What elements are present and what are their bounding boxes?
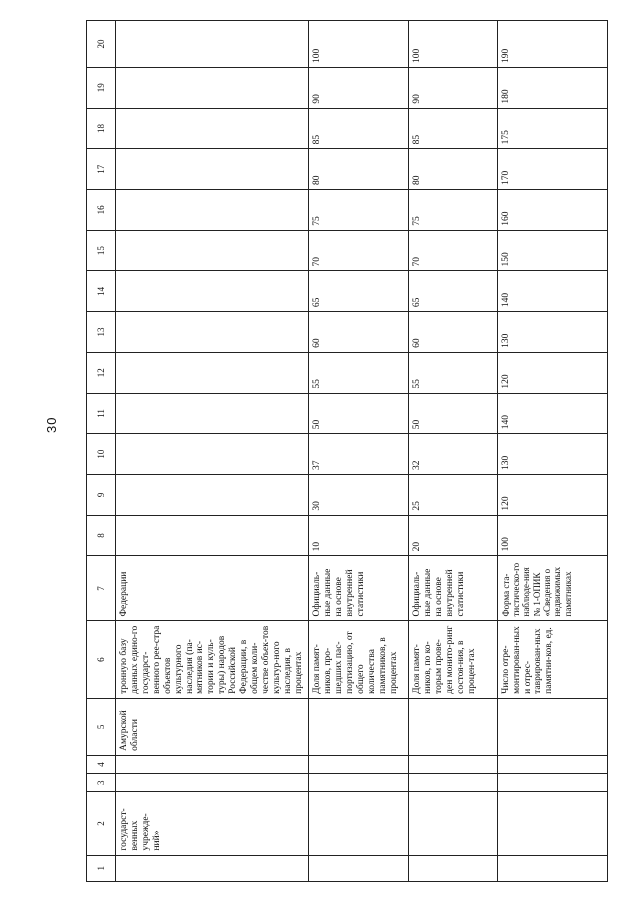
table-row <box>309 21 409 882</box>
table-cell: 175 <box>497 108 607 149</box>
table-row <box>497 21 607 882</box>
column-header: 20 <box>87 21 116 68</box>
table-cell: 140 <box>497 271 607 312</box>
table-cell <box>309 855 409 881</box>
table-cell: 100 <box>309 21 409 68</box>
table-cell: 120 <box>497 352 607 393</box>
table-cell <box>116 434 309 475</box>
table-cell: 190 <box>497 21 607 68</box>
table-cell <box>116 515 309 556</box>
table-cell: 130 <box>497 312 607 353</box>
table-cell <box>309 792 409 855</box>
table-cell: государст-венных учрежде-ний» <box>116 792 309 855</box>
column-header: 17 <box>87 149 116 190</box>
header-row <box>87 21 116 882</box>
column-header: 15 <box>87 230 116 271</box>
table-cell <box>116 774 309 792</box>
table-cell <box>116 755 309 773</box>
table-cell <box>116 474 309 515</box>
table-cell: Официаль-ные данные на основе внутренней статистики <box>309 556 409 621</box>
column-header: 6 <box>87 621 116 698</box>
table-cell: 50 <box>309 393 409 434</box>
table-cell: 30 <box>309 474 409 515</box>
table-cell: 55 <box>409 352 497 393</box>
column-header: 7 <box>87 556 116 621</box>
table-cell <box>116 108 309 149</box>
table-cell <box>116 149 309 190</box>
table-cell <box>116 393 309 434</box>
table-cell: 37 <box>309 434 409 475</box>
table-cell: Число отре-монтирован-ных и отрес-таврирован-ных памятни-ков, ед. <box>497 621 607 698</box>
column-header: 16 <box>87 190 116 231</box>
table-cell: 85 <box>309 108 409 149</box>
table-cell: 20 <box>409 515 497 556</box>
table-cell: 65 <box>409 271 497 312</box>
table-cell: 70 <box>409 230 497 271</box>
table-cell <box>116 352 309 393</box>
table-cell <box>116 67 309 108</box>
table-cell: Доля памят-ников, про-шедших пас-портизацию, от общего количества памятников, в процентах <box>309 621 409 698</box>
table-cell: 32 <box>409 434 497 475</box>
column-header: 13 <box>87 312 116 353</box>
table-cell: 140 <box>497 393 607 434</box>
table-cell: Официаль-ные данные на основе внутренней статистики <box>409 556 497 621</box>
column-header: 5 <box>87 698 116 755</box>
table-cell: 25 <box>409 474 497 515</box>
rotated-table-container <box>86 20 608 882</box>
table-cell <box>409 855 497 881</box>
table-row <box>116 21 309 882</box>
table-cell <box>409 755 497 773</box>
column-header: 14 <box>87 271 116 312</box>
table-cell: 160 <box>497 190 607 231</box>
column-header: 8 <box>87 515 116 556</box>
table-cell: Форма ста-тистическо-го наблюде-ния № 1-ОПИК «Сведения о недвижимых памятниках <box>497 556 607 621</box>
table-cell <box>116 21 309 68</box>
table-cell: 130 <box>497 434 607 475</box>
column-header: 2 <box>87 792 116 855</box>
table-cell <box>116 190 309 231</box>
table-cell <box>116 230 309 271</box>
table-cell <box>116 271 309 312</box>
column-header: 10 <box>87 434 116 475</box>
table-cell <box>116 855 309 881</box>
column-header: 12 <box>87 352 116 393</box>
table-cell: 90 <box>309 67 409 108</box>
table-cell: Доля памят-ников, по ко-торым прове-ден монито-ринг состоя-ния, в процен-тах <box>409 621 497 698</box>
table-cell: 85 <box>409 108 497 149</box>
table-cell: 75 <box>309 190 409 231</box>
table-cell: 65 <box>309 271 409 312</box>
table-cell: 55 <box>309 352 409 393</box>
table-cell: 60 <box>409 312 497 353</box>
page-number: 30 <box>44 416 59 433</box>
table-cell <box>497 792 607 855</box>
table-cell <box>409 774 497 792</box>
column-header: 18 <box>87 108 116 149</box>
table-cell <box>309 755 409 773</box>
table-cell <box>309 774 409 792</box>
column-header: 4 <box>87 755 116 773</box>
column-header: 19 <box>87 67 116 108</box>
table-cell <box>309 698 409 755</box>
table-cell: Федерации <box>116 556 309 621</box>
table-cell: 60 <box>309 312 409 353</box>
column-header: 9 <box>87 474 116 515</box>
table-cell: 90 <box>409 67 497 108</box>
table-cell <box>409 698 497 755</box>
table-cell: 100 <box>409 21 497 68</box>
table-cell: 75 <box>409 190 497 231</box>
column-header: 11 <box>87 393 116 434</box>
table-cell <box>116 312 309 353</box>
indicators-table <box>86 20 608 882</box>
table-cell: тронную базу данных едино-го государст-венного рее-стра объектов культурного наследия (па-мятников ис-тории и куль-туры) народов Российской Федерации, в общем коли-честве объек-тов культур-ного наследия, в процентах <box>116 621 309 698</box>
table-cell: 70 <box>309 230 409 271</box>
table-cell: 80 <box>409 149 497 190</box>
table-cell: 80 <box>309 149 409 190</box>
table-cell <box>497 698 607 755</box>
column-header: 1 <box>87 855 116 881</box>
table-cell: 50 <box>409 393 497 434</box>
table-cell: 180 <box>497 67 607 108</box>
table-cell: 100 <box>497 515 607 556</box>
table-cell <box>497 774 607 792</box>
table-cell: Амурской области <box>116 698 309 755</box>
table-cell <box>497 755 607 773</box>
table-cell: 10 <box>309 515 409 556</box>
table-cell <box>409 792 497 855</box>
table-cell: 150 <box>497 230 607 271</box>
table-row <box>409 21 497 882</box>
table-cell: 120 <box>497 474 607 515</box>
table-cell: 170 <box>497 149 607 190</box>
table-cell <box>497 855 607 881</box>
column-header: 3 <box>87 774 116 792</box>
